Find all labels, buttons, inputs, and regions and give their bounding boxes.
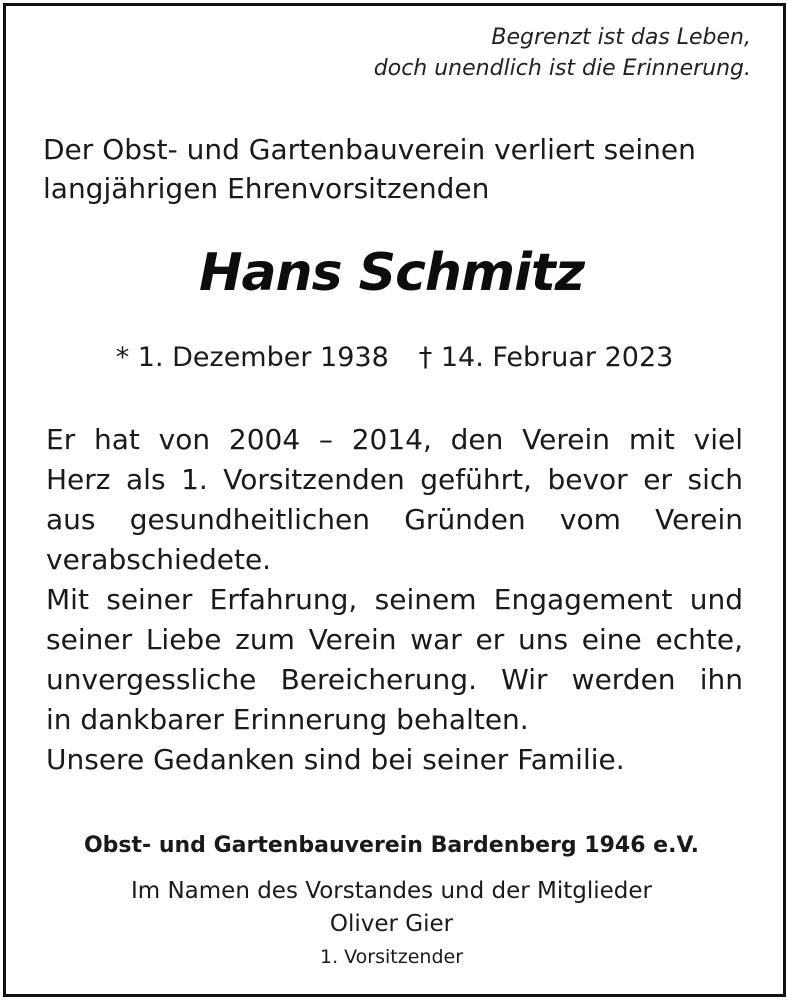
body-line: Er hat von 2004 – 2014, den Verein mit viel [46, 423, 743, 456]
motto-line-1: Begrenzt ist das Leben, [491, 25, 751, 50]
intro-text [43, 130, 743, 208]
motto-line-2: doch unendlich ist die Erinnerung. [373, 56, 751, 81]
body-line: verabschiedete. [46, 543, 272, 576]
body-line: in dankbarer Erinnerung behalten. [46, 703, 529, 736]
death-date: † 14. Februar 2023 [418, 342, 674, 373]
body-line: Unsere Gedanken sind bei seiner Familie. [46, 743, 625, 776]
organization-name: Obst- und Gartenbauverein Bardenberg 1946 e.V. [83, 833, 700, 858]
intro-line-2: langjährigen Ehrenvorsitzenden [43, 172, 490, 205]
body-line: Herz als 1. Vorsitzenden geführt, bevor er sich [46, 463, 743, 496]
body-line: seiner Liebe zum Verein war er uns eine echte, [46, 623, 743, 656]
body-line: Mit seiner Erfahrung, seinem Engagement und [46, 583, 743, 616]
intro-line-1: Der Obst- und Gartenbauverein verliert seinen [43, 133, 696, 166]
motto-quote [374, 22, 751, 84]
signer-role: 1. Vorsitzender [319, 946, 464, 968]
on-behalf-line: Im Namen des Vorstandes und der Mitglieder [130, 878, 653, 904]
body-line: unvergessliche Bereicherung. Wir werden ihn [46, 663, 743, 696]
signer-name: Oliver Gier [329, 911, 454, 937]
obituary-body [46, 420, 743, 780]
birth-date: * 1. Dezember 1938 [115, 342, 389, 373]
life-dates [0, 338, 789, 378]
deceased-name: Hans Schmitz [198, 243, 585, 303]
signature-block [0, 875, 783, 973]
body-line: aus gesundheitlichen Gründen vom Verein [46, 503, 743, 536]
